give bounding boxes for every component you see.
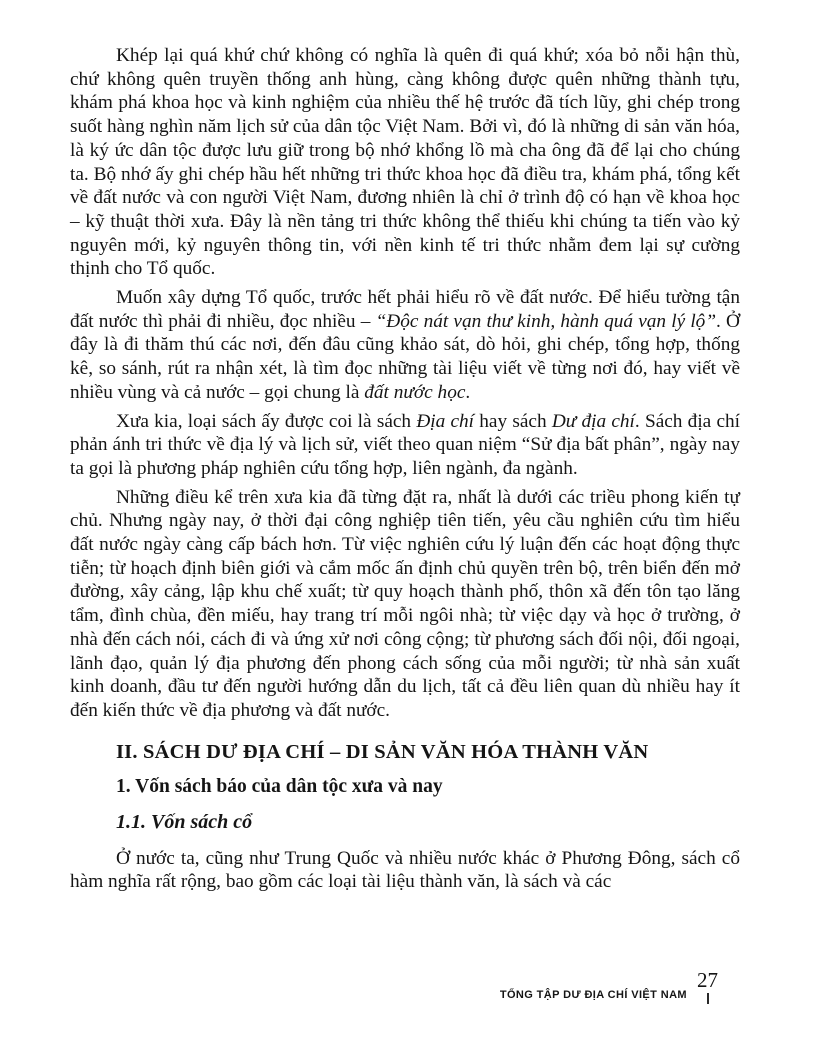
text-run: . xyxy=(465,381,471,403)
page-body xyxy=(70,44,740,899)
heading-section xyxy=(116,740,740,764)
text-run: hay sách xyxy=(474,410,552,432)
italic-text-run: “Độc nát vạn thư kinh, hành quá vạn lý lộ” xyxy=(375,310,717,332)
text-run: II. SÁCH DƯ ĐỊA CHÍ – DI SẢN VĂN HÓA THÀNH VĂN xyxy=(116,740,649,763)
text-run: Những điều kể trên xưa kia đã từng đặt ra, nhất là dưới các triều phong kiến tự chủ. Nhưng ngày nay, ở thời đại công nghiệp tiên tiến, yêu cầu nghiên cứu tìm hiểu đất nước ngày càng cấp bách hơn. Từ việc nghiên cứu lý luận đến các hoạt động thực tiễn; từ hoạch định biên giới và cắm mốc ấn định chủ quyền trên bộ, trên biển đến mở đường, xây cảng, lập khu chế xuất; từ quy hoạch thành phố, thôn xã đến tôn tạo lăng tẩm, đình chùa, đền miếu, hay trang trí mỗi ngôi nhà; từ việc dạy và học ở trường, ở nhà đến cách nói, cách đi và ứng xử nơi công cộng; từ phương sách đối nội, đối ngoại, lãnh đạo, quản lý địa phương đến phong cách sống của mỗi người; từ nhà sản xuất kinh doanh, đầu tư đến người hướng dẫn du lịch, tất cả đều liên quan dù nhiều hay ít đến kiến thức về địa phương và đất nước. xyxy=(70,486,740,721)
footer-page-number-block xyxy=(697,970,718,1004)
text-run: 1. Vốn sách báo của dân tộc xưa và nay xyxy=(116,775,443,797)
footer-page-number: 27 xyxy=(697,968,718,992)
page-footer xyxy=(0,970,718,1004)
italic-text-run: Địa chí xyxy=(416,410,475,432)
paragraph xyxy=(70,847,740,894)
italic-text-run: Dư địa chí xyxy=(551,410,635,432)
heading-sub xyxy=(116,775,740,799)
text-run: . Sách địa chí phản ánh tri thức về địa lý và lịch sử, viết theo quan niệm “Sử địa bất phân”, ngày nay ta gọi là phương pháp nghiên cứu tổng hợp, liên ngành, đa ngành. xyxy=(70,410,741,479)
paragraph xyxy=(70,44,740,281)
paragraph xyxy=(70,486,740,723)
text-run: Xưa kia, loại sách ấy được coi là sách xyxy=(116,410,417,432)
italic-text-run: đất nước học xyxy=(364,381,466,403)
text-run: Ở nước ta, cũng như Trung Quốc và nhiều nước khác ở Phương Đông, sách cổ hàm nghĩa rất rộng, bao gồm các loại tài liệu thành văn, là sách và các xyxy=(70,847,740,893)
text-run: Muốn xây dựng Tổ quốc, trước hết phải hiểu rõ về đất nước. Để hiểu tường tận đất nước thì phải đi nhiều, đọc nhiều – xyxy=(70,287,740,332)
text-run: Khép lại quá khứ chứ không có nghĩa là quên đi quá khứ; xóa bỏ nỗi hận thù, chứ không quên truyền thống anh hùng, càng không được quên những thành tựu, khám phá khoa học và kinh nghiệm của nhiều thế hệ trước đã tích lũy, ghi chép trong suốt hàng nghìn năm lịch sử của dân tộc Việt Nam. Bởi vì, đó là những di sản văn hóa, là ký ức dân tộc được lưu giữ trong bộ nhớ khổng lồ mà cha ông đã để lại cho chúng ta. Bộ nhớ ấy ghi chép hầu hết những tri thức khoa học đã điều tra, khám phá, tổng kết về đất nước và con người Việt Nam, đương nhiên là chỉ ở trình độ có hạn về khoa học – kỹ thuật thời xưa. Đây là nền tảng tri thức không thể thiếu khi chúng ta tiến vào kỷ nguyên mới, kỷ nguyên thông tin, với nền kinh tế tri thức nhằm đem lại sự cường thịnh cho Tổ quốc. xyxy=(70,45,740,280)
heading-subsub xyxy=(116,810,740,834)
footer-tick-mark xyxy=(707,993,709,1004)
footer-running-title: TỔNG TẬP DƯ ĐỊA CHÍ VIỆT NAM xyxy=(499,989,687,1001)
paragraph xyxy=(70,410,740,481)
paragraph xyxy=(70,286,740,405)
text-run: . Ở đây là đi thăm thú các nơi, đến đâu cũng khảo sát, dò hỏi, ghi chép, tổng hợp, thống kê, so sánh, rút ra nhận xét, là tìm đọc những tài liệu viết về từng nơi đó, hay viết về nhiều vùng và cả nước – gọi chung là xyxy=(70,310,740,403)
text-run: 1.1. Vốn sách cổ xyxy=(116,810,253,833)
